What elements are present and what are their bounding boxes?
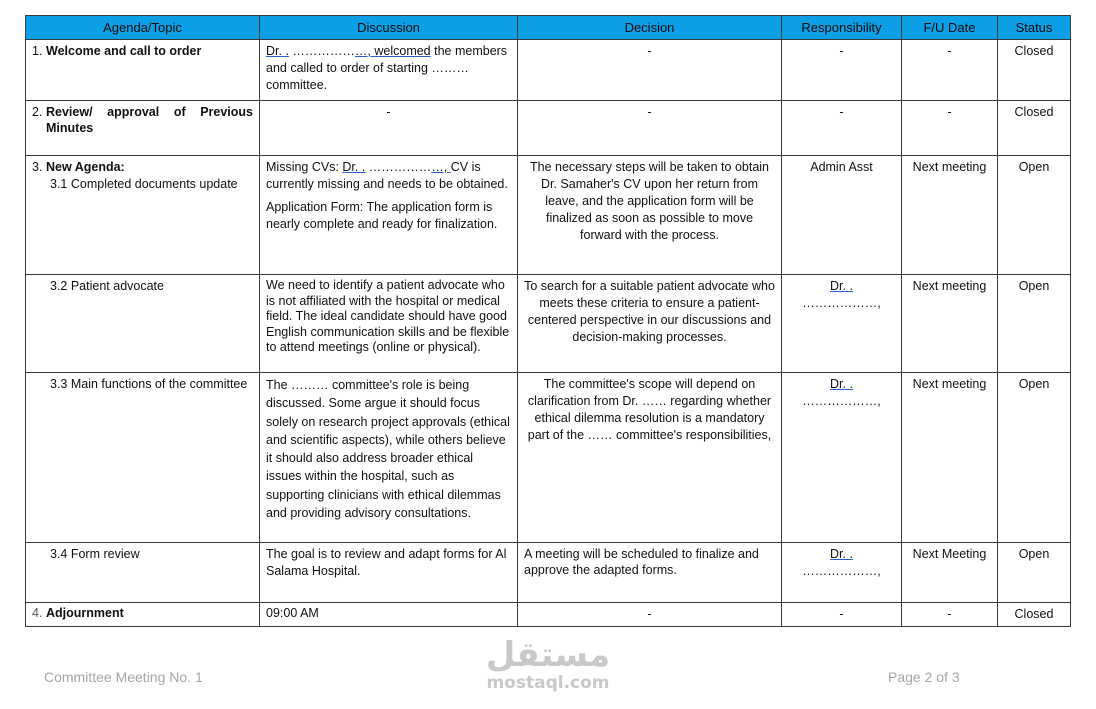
responsibility-cell: - <box>782 101 902 156</box>
responsibility-cell <box>782 543 902 603</box>
agenda-cell <box>26 156 260 275</box>
doctor-name: Dr. . <box>830 547 853 561</box>
minutes-table <box>25 15 1071 627</box>
header-discussion: Discussion <box>260 16 518 40</box>
doctor-name: Dr. . <box>266 44 289 58</box>
discussion-cell: - <box>260 101 518 156</box>
agenda-topic: Welcome and call to order <box>46 44 202 58</box>
status-cell: Closed <box>998 603 1071 627</box>
agenda-cell <box>26 40 260 101</box>
placeholder-dots: …………… <box>292 44 355 58</box>
fu-date-cell: - <box>902 101 998 156</box>
welcomed-text: welcomed <box>374 44 431 58</box>
header-fu-date: F/U Date <box>902 16 998 40</box>
header-decision: Decision <box>518 16 782 40</box>
fu-date-cell: - <box>902 603 998 627</box>
table-row <box>26 373 1071 543</box>
agenda-topic: Adjournment <box>46 606 124 620</box>
header-row <box>26 16 1071 40</box>
fu-date-cell: Next Meeting <box>902 543 998 603</box>
status-cell: Open <box>998 373 1071 543</box>
decision-cell: A meeting will be scheduled to finalize and approve the adapted forms. <box>518 543 782 603</box>
decision-cell: - <box>518 603 782 627</box>
placeholder-dots: …………… <box>365 160 432 174</box>
status-cell: Open <box>998 275 1071 373</box>
responsibility-cell <box>782 275 902 373</box>
status-cell: Open <box>998 543 1071 603</box>
placeholder-dots: ………………, <box>802 296 881 310</box>
table-row <box>26 156 1071 275</box>
discussion-cell: 09:00 AM <box>260 603 518 627</box>
fu-date-cell: - <box>902 40 998 101</box>
responsibility-cell: - <box>782 603 902 627</box>
placeholder-blank: …, <box>431 160 451 174</box>
discussion-cell <box>260 156 518 275</box>
fu-date-cell: Next meeting <box>902 373 998 543</box>
decision-cell: The necessary steps will be taken to obtain Dr. Samaher's CV upon her return from leave, and the application form will be finalized as soon as possible to move forward with the process. <box>518 156 782 275</box>
discussion-cell: The ……… committee's role is being discussed. Some argue it should focus solely on research project approvals (ethical and scientific aspects), while others believe it should also address broader ethical issues within the hospital, such as supporting clinicians with ethical dilemmas and providing advisory consultations. <box>260 373 518 543</box>
agenda-cell <box>26 101 260 156</box>
doctor-name: Dr. . <box>830 279 853 293</box>
discussion-lead: Missing CVs: <box>266 160 343 174</box>
agenda-cell <box>26 603 260 627</box>
watermark-arabic: مستقل <box>485 635 611 675</box>
watermark-latin: mostaql.com <box>486 673 610 693</box>
discussion-cell <box>260 40 518 101</box>
item-number: 2. <box>32 105 43 119</box>
watermark-logo <box>482 637 614 693</box>
doctor-name: Dr. . <box>342 160 366 174</box>
agenda-topic: New Agenda: <box>46 160 125 174</box>
status-cell: Closed <box>998 101 1071 156</box>
header-responsibility: Responsibility <box>782 16 902 40</box>
responsibility-cell <box>782 373 902 543</box>
agenda-subtopic: 3.4 Form review <box>26 543 260 603</box>
header-status: Status <box>998 16 1071 40</box>
decision-cell: - <box>518 101 782 156</box>
fu-date-cell: Next meeting <box>902 156 998 275</box>
responsibility-cell: - <box>782 40 902 101</box>
table-row <box>26 101 1071 156</box>
agenda-subtopic: 3.1 Completed documents update <box>50 177 238 191</box>
table-row <box>26 603 1071 627</box>
footer-title: Committee Meeting No. 1 <box>44 669 203 685</box>
discussion-text: CV is currently missing and needs to be obtained. <box>266 160 508 191</box>
discussion-cell: We need to identify a patient advocate who is not affiliated with the hospital or medical field. The ideal candidate should have good English communication skills and be flexible to attend meetings (online or physical). <box>260 275 518 373</box>
responsibility-cell: Admin Asst <box>782 156 902 275</box>
status-cell: Closed <box>998 40 1071 101</box>
fu-date-cell: Next meeting <box>902 275 998 373</box>
table-row <box>26 40 1071 101</box>
agenda-subtopic: 3.3 Main functions of the committee <box>26 373 260 543</box>
agenda-topic: Review/ approval of Previous Minutes <box>46 105 253 135</box>
decision-cell: - <box>518 40 782 101</box>
item-number: 4. <box>32 606 43 620</box>
item-number: 1. <box>32 44 43 58</box>
item-number: 3. <box>32 160 43 174</box>
decision-cell: The committee's scope will depend on clarification from Dr. …… regarding whether ethical dilemma resolution is a mandatory part of the …… committee's responsibilities, <box>518 373 782 543</box>
status-cell: Open <box>998 156 1071 275</box>
header-agenda: Agenda/Topic <box>26 16 260 40</box>
placeholder-blank: …, <box>354 44 375 58</box>
discussion-paragraph: Application Form: The application form is nearly complete and ready for finalization. <box>266 200 498 231</box>
decision-cell: To search for a suitable patient advocate who meets these criteria to ensure a patient-centered perspective in our discussions and decision-making processes. <box>518 275 782 373</box>
placeholder-dots: ………………, <box>802 394 881 408</box>
doctor-name: Dr. . <box>830 377 853 391</box>
table-row <box>26 543 1071 603</box>
placeholder-dots: ………………, <box>802 564 881 578</box>
table-row <box>26 275 1071 373</box>
agenda-subtopic: 3.2 Patient advocate <box>26 275 260 373</box>
discussion-cell: The goal is to review and adapt forms for Al Salama Hospital. <box>260 543 518 603</box>
page-number: Page 2 of 3 <box>888 669 960 685</box>
discussion-text: the members and called to order of starting ……… committee. <box>266 44 508 92</box>
